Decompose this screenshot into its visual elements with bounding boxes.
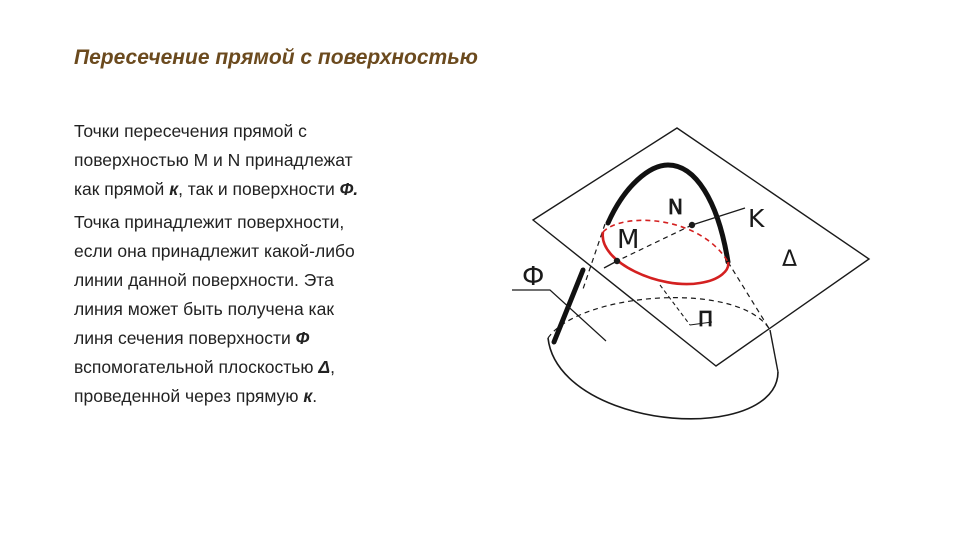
text-line: Точки пересечения прямой с [74, 121, 307, 141]
pi-leader-dashed [660, 285, 690, 325]
line-k-symbol: к [169, 179, 179, 199]
cone-visible-right-generator [770, 330, 778, 372]
plane-delta-symbol: Δ [318, 357, 331, 377]
text-line: Точка принадлежит поверхности, [74, 212, 345, 232]
label-n: N [668, 195, 683, 219]
surface-phi-symbol: Ф. [339, 179, 359, 199]
point-m [614, 258, 620, 264]
label-delta: Δ [782, 247, 798, 272]
label-m: M [617, 225, 640, 255]
cone-outline-left-lower [554, 270, 583, 342]
text-line: линии данной поверхности. Эта [74, 270, 334, 290]
page-title: Пересечение прямой с поверхностью [74, 46, 478, 69]
text-line: если она принадлежит какой-либо [74, 241, 355, 261]
text-line: вспомогательной плоскостью Δ, [74, 357, 335, 377]
text-line: как прямой к, так и поверхности Ф. [74, 179, 359, 199]
point-n [689, 222, 695, 228]
text-line: линия может быть получена как [74, 299, 334, 319]
text-line: поверхностью M и N принадлежат [74, 150, 353, 170]
label-phi: Ф [522, 262, 545, 292]
line-k-symbol: к [303, 386, 313, 406]
text-line: линя сечения поверхности Ф [74, 328, 310, 348]
label-pi: П [698, 307, 714, 331]
cone-hidden-right-generator [728, 262, 770, 330]
text-line: проведенной через прямую к. [74, 386, 318, 406]
surface-phi-symbol: Ф [295, 328, 310, 348]
cone-base-visible-arc [548, 338, 778, 419]
label-k: K [748, 204, 765, 233]
